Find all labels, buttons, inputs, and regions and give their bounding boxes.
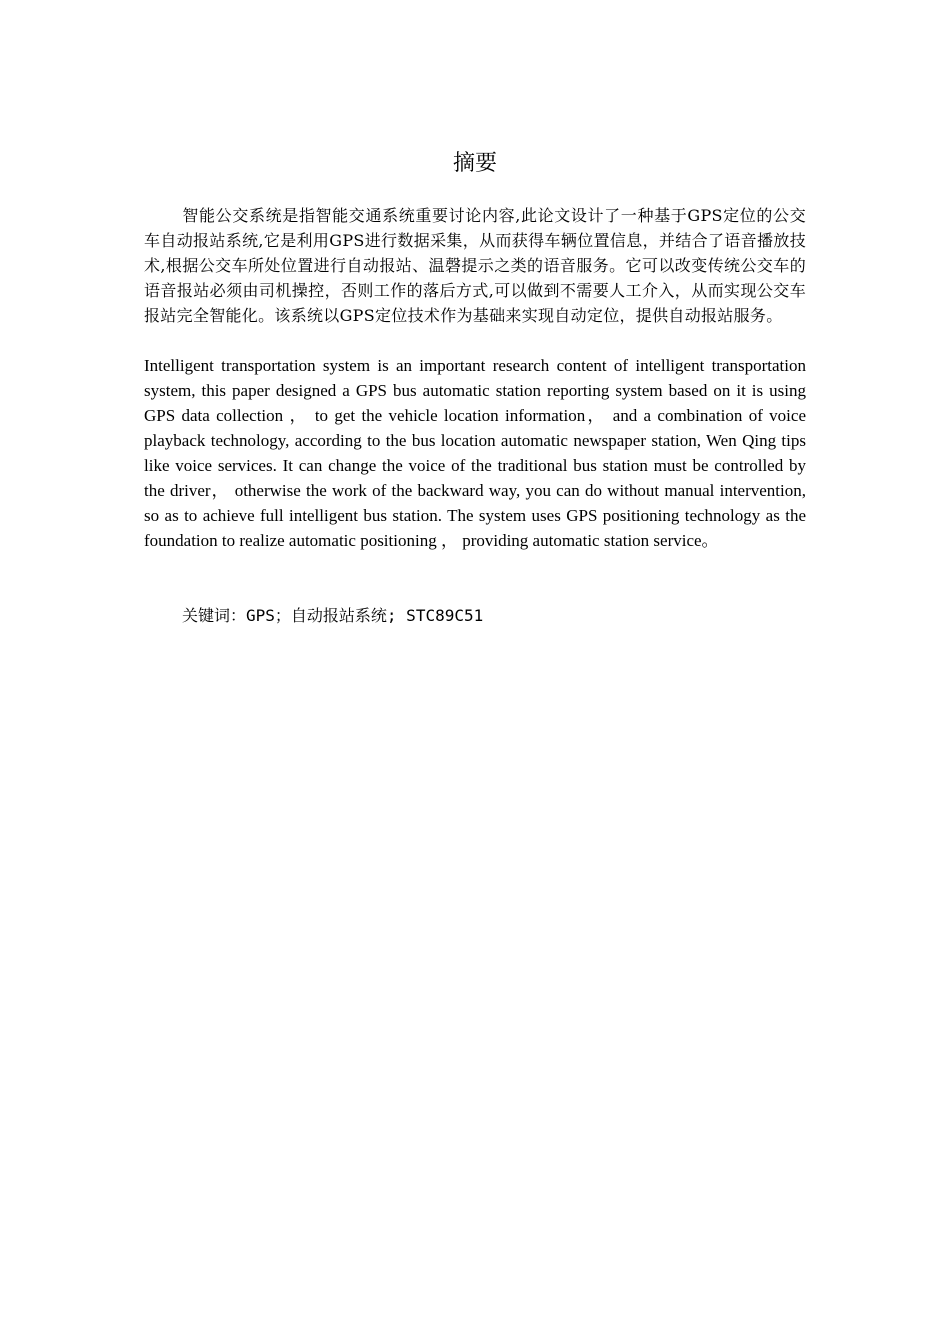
english-abstract-paragraph: Intelligent transportation system is an important research content of intelligent transportation system, this paper designed a GPS bus automatic station reporting system based on it is using GPS data collection ， to get the vehicle location information， and a combination of voice playback technology, according to the bus location automatic newspaper station, Wen Qing tips like voice services. It can change the voice of the traditional bus station must be controlled by the driver， otherwise the work of the backward way, you can do without manual intervention, so as to achieve full intelligent bus station. The system uses GPS positioning technology as the foundation to realize automatic positioning ， providing automatic station service。 bbox=[144, 356, 806, 550]
keywords-line bbox=[182, 603, 483, 629]
keywords-label: 关键词： bbox=[182, 606, 247, 625]
keywords-value: GPS；自动报站系统; STC89C51 bbox=[246, 606, 484, 625]
abstract-title: 摘要 bbox=[452, 151, 497, 176]
chinese-abstract-paragraph: 智能公交系统是指智能交通系统重要讨论内容,此论文设计了一种基于GPS定位的公交车自动报站系统,它是利用GPS进行数据采集，从而获得车辆位置信息，并结合了语音播放技术,根据公交车所处位置进行自动报站、温磬提示之类的语音服务。它可以改变传统公交车的语音报站必须由司机操控，否则工作的落后方式,可以做到不需要人工介入，从而实现公交车报站完全智能化。该系统以GPS定位技术作为基础来实现自动定位，提供自动报站服务。 bbox=[144, 206, 806, 325]
